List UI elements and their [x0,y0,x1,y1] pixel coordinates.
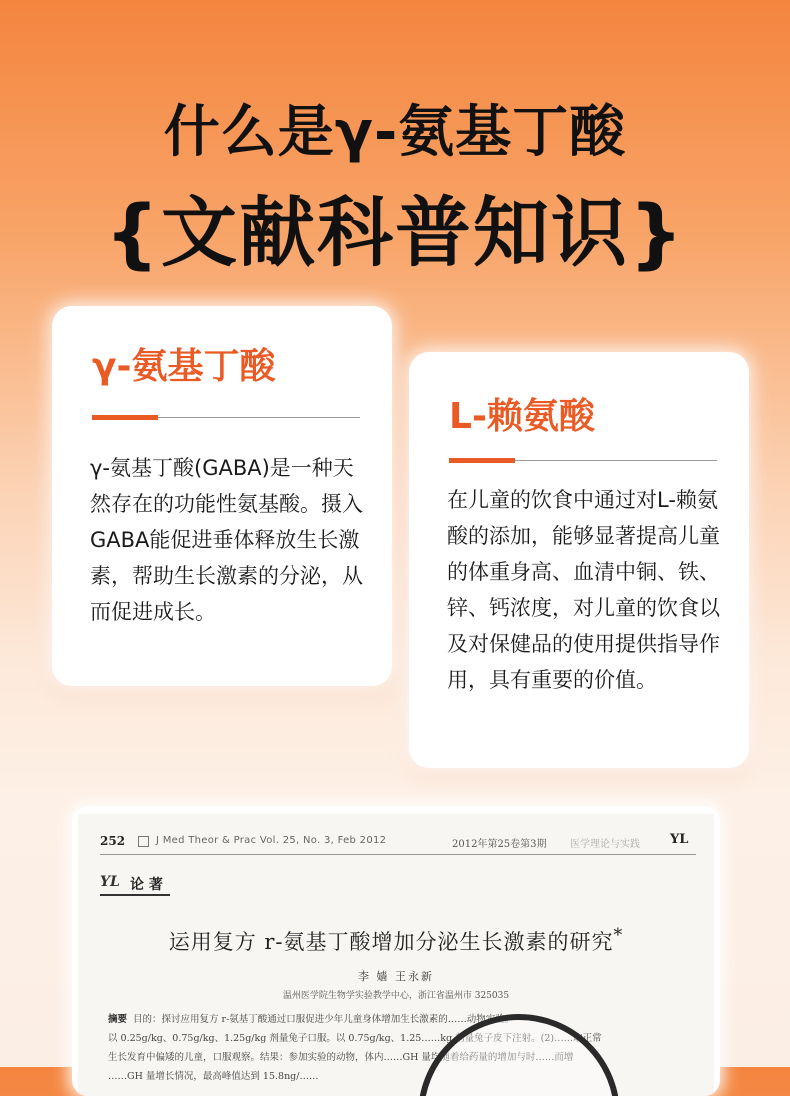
headline-what-is-gaba: 什么是γ-氨基丁酸 [163,100,627,165]
abstract-line: 以 0.25g/kg、0.75g/kg、1.25g/kg 剂量兔子口服。以 0.75g/kg、1.25……kg 剂量兔子皮下注射。(2)……取正常 [108,1033,602,1044]
paper-title-text: 运用复方 r-氨基丁酸增加分泌生长激素的研究 [168,930,614,954]
section-label: 论 著 [130,877,163,893]
headline-literature-science: {文献科普知识} [104,188,686,277]
divider-accent [92,415,158,420]
abstract-line: ……GH 量增长情况，最高峰值达到 15.8ng/…… [108,1071,319,1082]
page-number: 252 [100,834,126,848]
abstract-line: 生长发育中偏矮的儿童，口服观察。结果：参加实验的动物，体内……GH 量均随着给药量的增加与时……而增 [108,1052,574,1063]
paper-title-mark: * [613,926,624,946]
lysine-card-title: L-赖氨酸 [449,396,595,437]
column-name: 医学理论与实践 [570,839,640,850]
section-logo: YL [100,874,120,890]
gaba-card-title: γ-氨基丁酸 [92,346,276,387]
paper-header [100,832,700,852]
paper-authors: 李 嫱 王永新 [358,970,434,983]
gaba-card [52,306,392,686]
lysine-card-body: 在儿童的饮食中通过对L-赖氨酸的添加，能够显著提高儿童的体重身高、血清中铜、铁、锌、钙浓度，对儿童的饮食以及对保健品的使用提供指导作用，具有重要的价值。 [447,488,720,692]
paper-title [78,926,714,956]
lysine-card [409,352,749,768]
paper-photo-card [72,806,720,1096]
gaba-card-divider [92,417,360,418]
abstract-line-text: 目的：探讨应用复方 r-氨基丁酸通过口服促进少年儿童身体增加生长激素的……动物实验。 [133,1014,515,1025]
abstract-label: 摘要 [108,1014,128,1025]
issue-label: 2012年第25卷第3期 [452,839,547,850]
section-tag [100,874,170,896]
abstract-line [108,1010,688,1029]
square-icon [138,836,149,847]
divider-accent [449,458,515,463]
header-rule [100,854,696,855]
journal-logo: YL [670,832,689,847]
journal-paper [78,814,714,1096]
journal-citation: J Med Theor & Prac Vol. 25, No. 3, Feb 2012 [156,835,387,846]
paper-affiliation: 温州医学院生物学实验教学中心，浙江省温州市 325035 [282,991,510,1001]
lysine-card-divider [449,460,717,461]
gaba-card-body: γ-氨基丁酸(GABA)是一种天然存在的功能性氨基酸。摄入GABA能促进垂体释放生长激素，帮助生长激素的分泌，从而促进成长。 [90,456,363,624]
